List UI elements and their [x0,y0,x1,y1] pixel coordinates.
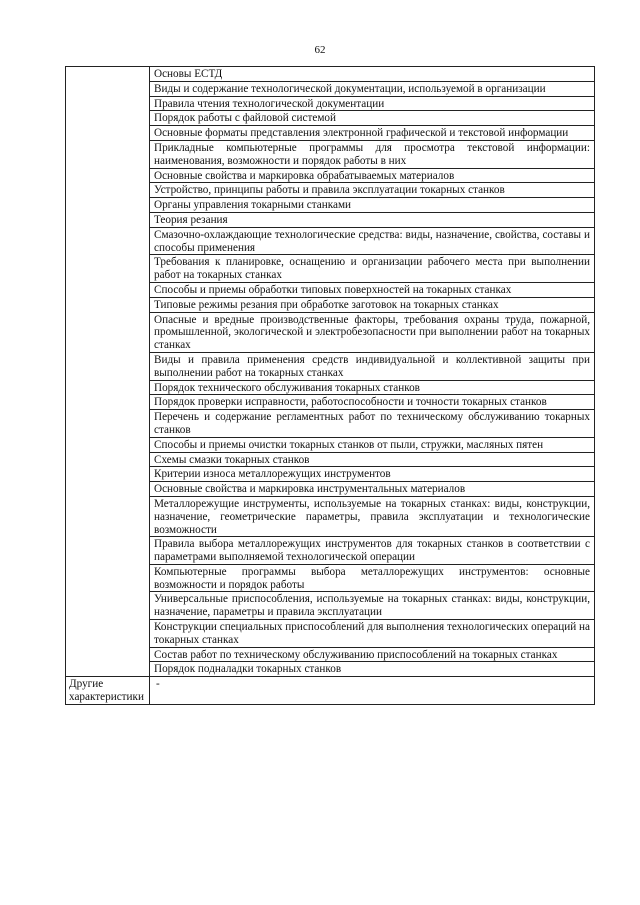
knowledge-item: Компьютерные программы выбора металлорежущих инструментов: основные возможности и порядок работы [150,564,595,592]
page-number: 62 [314,44,326,56]
knowledge-item: Виды и содержание технологической документации, используемой в организации [150,81,595,96]
knowledge-item: Металлорежущие инструменты, используемые на токарных станках: виды, конструкции, назначение, геометрические параметры, правила эксплуатации и технологические возможности [150,496,595,536]
knowledge-item: Способы и приемы обработки типовых поверхностей на токарных станках [150,282,595,297]
knowledge-item: Основы ЕСТД [150,67,595,82]
knowledge-item: Устройство, принципы работы и правила эксплуатации токарных станков [150,183,595,198]
knowledge-item: Правила выбора металлорежущих инструментов для токарных станков в соответствии с параметрами выполняемой технологической операции [150,537,595,565]
knowledge-item: Универсальные приспособления, используемые на токарных станках: виды, конструкции, назначение, параметры и правила эксплуатации [150,592,595,620]
requirements-table [65,66,595,705]
knowledge-item: Схемы смазки токарных станков [150,452,595,467]
knowledge-item: Основные форматы представления электронной графической и текстовой информации [150,126,595,141]
knowledge-item: Перечень и содержание регламентных работ по техническому обслуживанию токарных станков [150,410,595,438]
knowledge-item: Требования к планировке, оснащению и организации рабочего места при выполнении работ на токарных станках [150,255,595,283]
knowledge-item: Способы и приемы очистки токарных станков от пыли, стружки, масляных пятен [150,437,595,452]
table-row [66,677,595,705]
knowledge-item: Порядок проверки исправности, работоспособности и точности токарных станков [150,395,595,410]
knowledge-item: Состав работ по техническому обслуживанию приспособлений на токарных станках [150,647,595,662]
knowledge-item: Типовые режимы резания при обработке заготовок на токарных станках [150,297,595,312]
knowledge-item: Органы управления токарными станками [150,198,595,213]
knowledge-item: Порядок технического обслуживания токарных станков [150,380,595,395]
knowledge-item: Теория резания [150,212,595,227]
other-characteristics-value-cell [150,677,595,705]
other-characteristics-value: - [156,678,160,691]
knowledge-item: Критерии износа металлорежущих инструментов [150,467,595,482]
knowledge-item: Порядок подналадки токарных станков [150,662,595,677]
knowledge-item: Виды и правила применения средств индивидуальной и коллективной защиты при выполнении работ на токарных станках [150,352,595,380]
knowledge-item: Основные свойства и маркировка инструментальных материалов [150,482,595,497]
knowledge-item: Правила чтения технологической документации [150,96,595,111]
knowledge-item: Конструкции специальных приспособлений для выполнения технологических операций на токарных станках [150,620,595,648]
knowledge-item: Основные свойства и маркировка обрабатываемых материалов [150,168,595,183]
knowledge-label-cell [66,67,150,677]
knowledge-item: Порядок работы с файловой системой [150,111,595,126]
knowledge-item: Прикладные компьютерные программы для просмотра текстовой информации: наименования, возможности и порядок работы в них [150,140,595,168]
table-row [66,67,595,82]
other-characteristics-label: Другие характеристики [66,677,150,705]
knowledge-item: Смазочно-охлаждающие технологические средства: виды, назначение, свойства, составы и способы применения [150,227,595,255]
knowledge-item: Опасные и вредные производственные факторы, требования охраны труда, пожарной, промышленной, экологической и электробезопасности при выполнении работ на токарных станках [150,312,595,352]
